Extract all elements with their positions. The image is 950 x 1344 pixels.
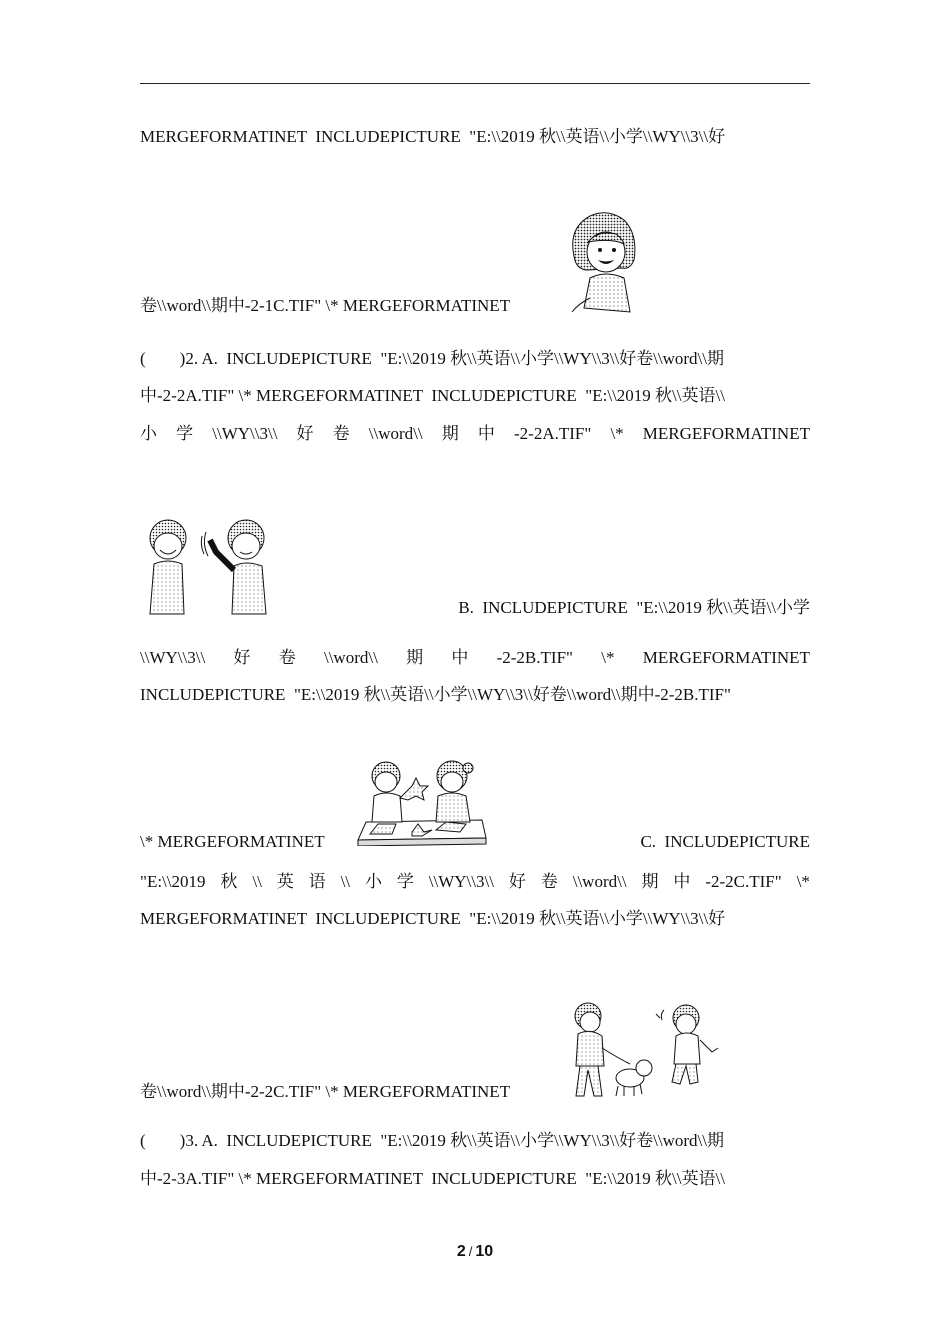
text-line-7: \\WY\\3\\ 好 卷 \\word\\ 期 中 -2-2B.TIF" \* MERGEFORMATINET	[140, 648, 810, 667]
text-line-11: MERGEFORMATINET INCLUDEPICTURE "E:\\2019 秋\\英语\\小学\\WY\\3\\好	[140, 909, 726, 928]
page-separator: /	[468, 1244, 473, 1259]
text-line-6: B. INCLUDEPICTURE "E:\\2019 秋\\英语\\小学	[458, 598, 810, 617]
text-line-1: MERGEFORMATINET INCLUDEPICTURE "E:\\2019 秋\\英语\\小学\\WY\\3\\好	[140, 127, 726, 146]
text-line-3: ( )2. A. INCLUDEPICTURE "E:\\2019 秋\\英语\\小学\\WY\\3\\好卷\\word\\期	[140, 349, 724, 368]
text-line-14: 中-2-3A.TIF" \* MERGEFORMATINET INCLUDEPICTURE "E:\\2019 秋\\英语\\	[140, 1169, 725, 1188]
kids-making-stars-illustration	[356, 758, 490, 846]
text-line-4: 中-2-2A.TIF" \* MERGEFORMATINET INCLUDEPICTURE "E:\\2019 秋\\英语\\	[140, 386, 725, 405]
text-line-10: "E:\\2019 秋 \\ 英 语 \\ 小 学 \\WY\\3\\ 好 卷 \\word\\ 期 中 -2-2C.TIF" \*	[140, 872, 810, 891]
page-number	[0, 1243, 950, 1261]
total-pages: 10	[475, 1243, 494, 1260]
text-line-8: INCLUDEPICTURE "E:\\2019 秋\\英语\\小学\\WY\\3\\好卷\\word\\期中-2-2B.TIF"	[140, 685, 731, 704]
girl-illustration	[568, 208, 640, 316]
text-line-5: 小 学 \\WY\\3\\ 好 卷 \\word\\ 期 中 -2-2A.TIF" \* MERGEFORMATINET	[140, 424, 810, 443]
text-line-12: 卷\\word\\期中-2-2C.TIF" \* MERGEFORMATINET	[140, 1082, 511, 1101]
current-page: 2	[456, 1243, 466, 1260]
header-rule	[140, 83, 810, 84]
text-line-13: ( )3. A. INCLUDEPICTURE "E:\\2019 秋\\英语\\小学\\WY\\3\\好卷\\word\\期	[140, 1131, 724, 1150]
text-line-2: 卷\\word\\期中-2-1C.TIF" \* MERGEFORMATINET	[140, 296, 511, 315]
